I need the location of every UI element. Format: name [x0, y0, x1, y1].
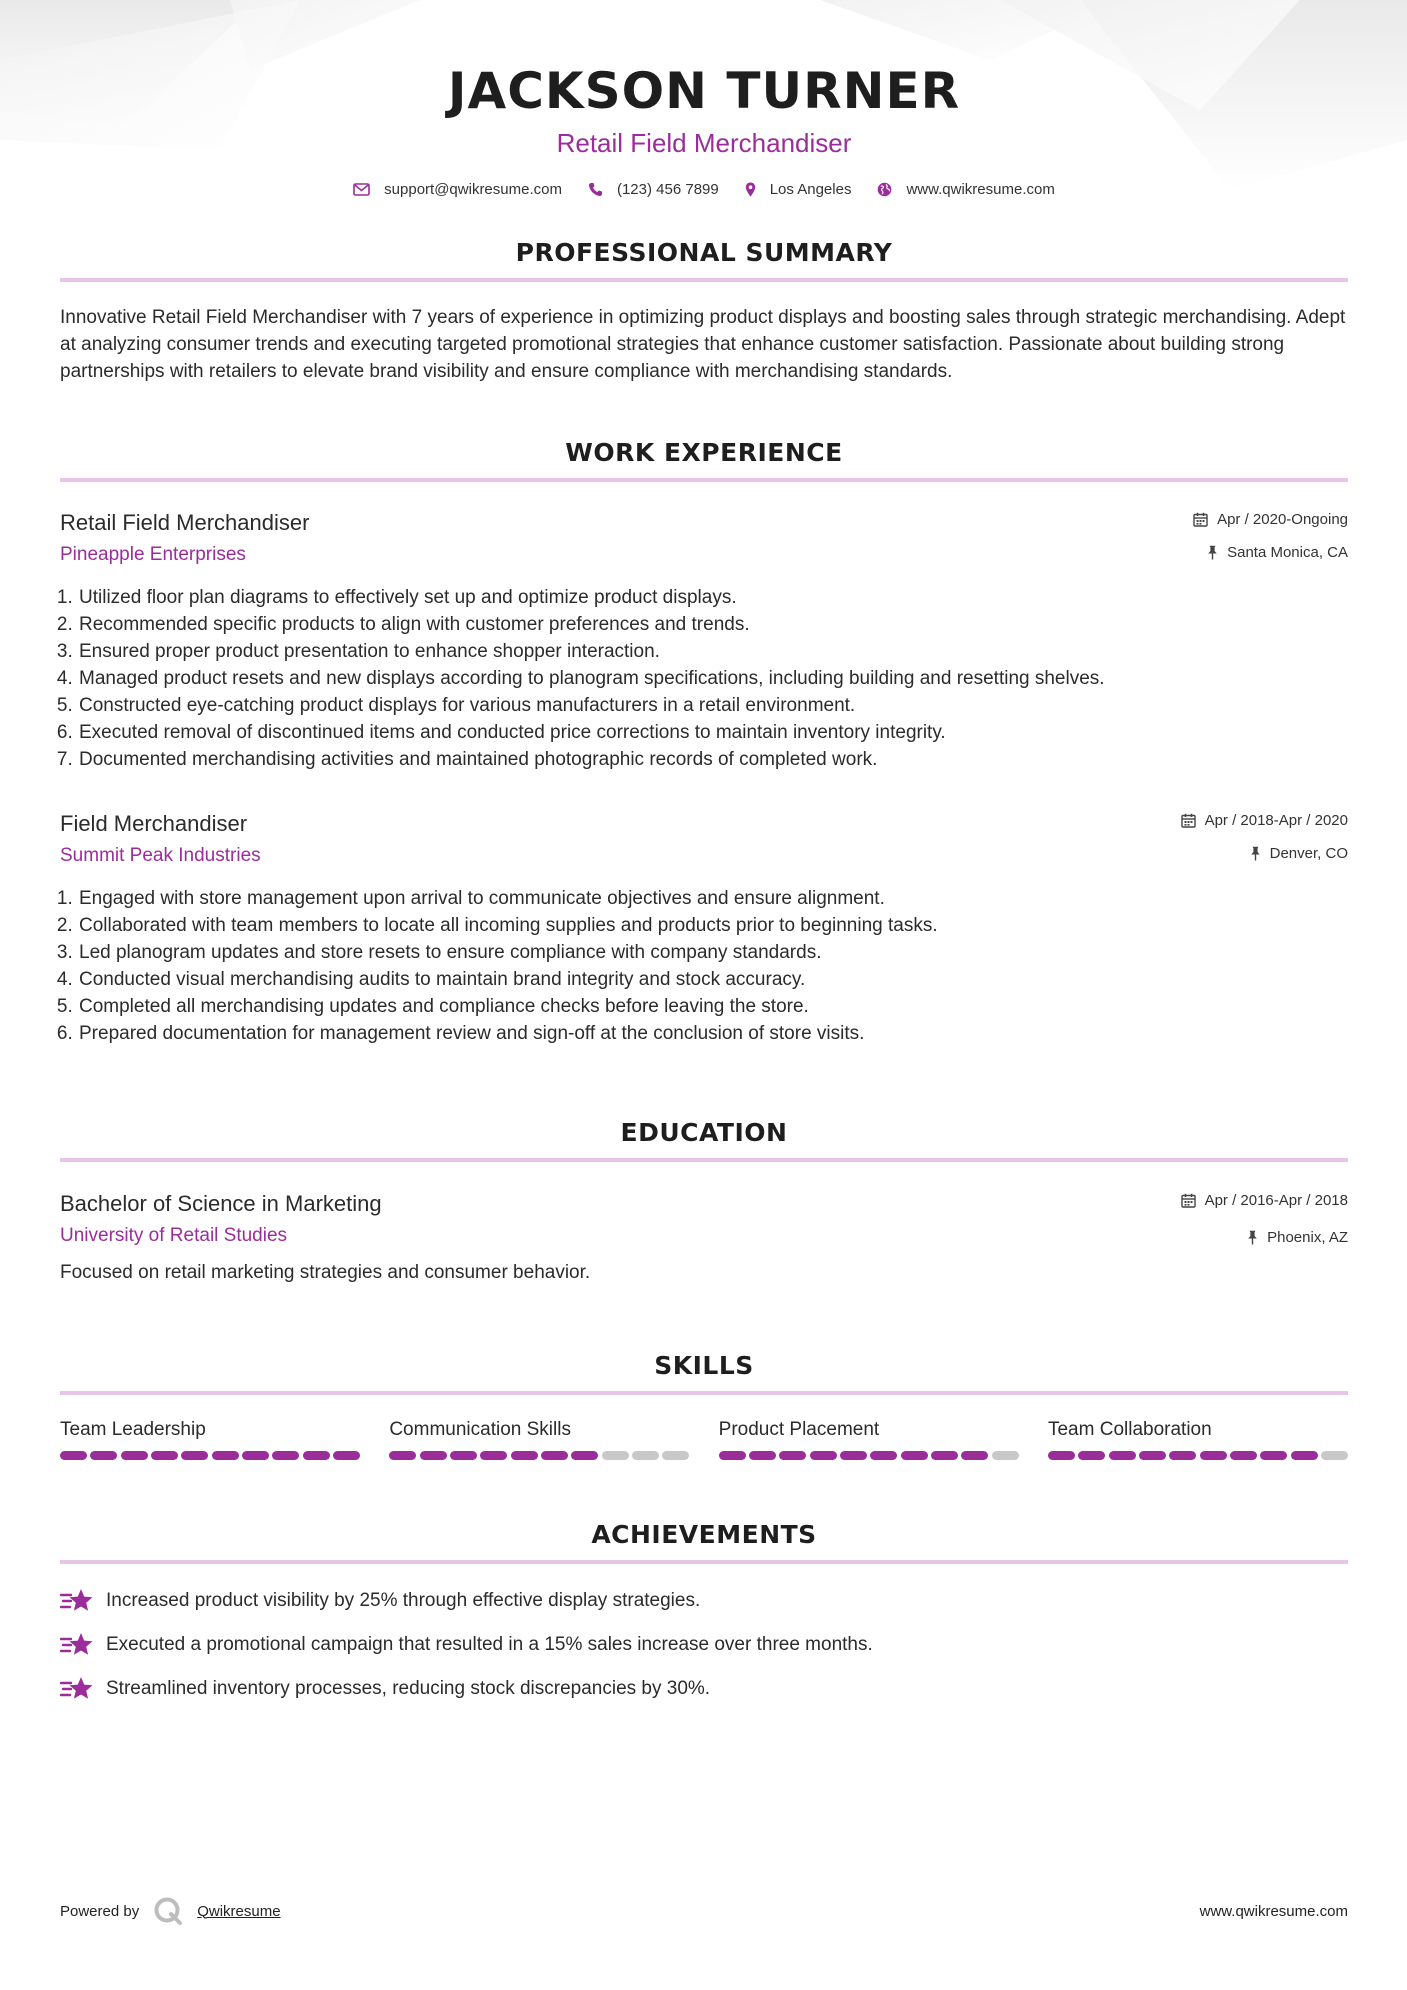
candidate-name: JACKSON TURNER: [447, 62, 961, 120]
skill-rating-bar: [719, 1451, 1019, 1460]
qwikresume-link[interactable]: Qwikresume: [197, 1902, 281, 1920]
skill-rating-segment: [303, 1451, 330, 1460]
skill-rating-segment: [450, 1451, 477, 1460]
calendar-icon: [1181, 1193, 1196, 1208]
job-dates-text: Apr / 2018-Apr / 2020: [1204, 811, 1348, 829]
skill-rating-segment: [1139, 1451, 1166, 1460]
contact-location: [745, 181, 852, 198]
list-item: 1. Utilized floor plan diagrams to effectively set up and optimize product displays.: [78, 584, 1348, 611]
skill-rating-segment: [1321, 1451, 1348, 1460]
contact-location-text: Los Angeles: [769, 180, 852, 198]
globe-icon: [877, 182, 892, 197]
list-item: 4. Managed product resets and new displays according to planogram specifications, including building and resetting shelves.: [78, 665, 1348, 692]
list-item: 1. Engaged with store management upon arrival to communicate objectives and ensure alignment.: [78, 885, 1348, 912]
job-entry: [60, 508, 1348, 773]
phone-icon: [588, 182, 603, 197]
school-name: University of Retail Studies: [60, 1225, 288, 1246]
summary-heading: PROFESSIONAL SUMMARY: [515, 238, 893, 267]
contact-phone[interactable]: [588, 181, 719, 198]
skill-rating-segment: [840, 1451, 867, 1460]
skill-rating-segment: [870, 1451, 897, 1460]
skill-rating-segment: [242, 1451, 269, 1460]
job-bullets: [60, 885, 1348, 1047]
section-divider: [60, 1158, 1348, 1162]
job-location: [1193, 541, 1348, 563]
skill-item: [60, 1417, 360, 1460]
contact-row: [60, 178, 1348, 200]
skills-row: [60, 1417, 1348, 1460]
calendar-icon: [1181, 813, 1196, 828]
achievements-list: [60, 1586, 1348, 1704]
skill-rating-segment: [719, 1451, 746, 1460]
skill-rating-segment: [992, 1451, 1019, 1460]
skill-rating-segment: [810, 1451, 837, 1460]
skill-rating-segment: [151, 1451, 178, 1460]
skill-rating-segment: [1260, 1451, 1287, 1460]
education-dates: [1181, 1189, 1348, 1211]
skill-rating-segment: [121, 1451, 148, 1460]
skill-rating-segment: [511, 1451, 538, 1460]
map-marker-icon: [745, 182, 756, 197]
resume-header: [60, 0, 1348, 200]
envelope-icon: [353, 183, 370, 196]
education-location: [1181, 1226, 1348, 1248]
summary-text: Innovative Retail Field Merchandiser with 7 years of experience in optimizing product displays and boosting sales through strategic merchandising. Adept at analyzing consumer trends and executing targeted promotional strategies that enhance customer satisfaction. Passionate about building strong partnerships with retailers to elevate brand visibility and ensure compliance with merchandising standards.: [60, 307, 1346, 382]
skill-rating-segment: [541, 1451, 568, 1460]
list-item: 3. Led planogram updates and store resets to ensure compliance with company standards.: [78, 939, 1348, 966]
skill-item: [719, 1417, 1019, 1460]
list-item: 7. Documented merchandising activities and maintained photographic records of completed work.: [78, 746, 1348, 773]
footer-website[interactable]: www.qwikresume.com: [1199, 1902, 1348, 1920]
list-item: 2. Collaborated with team members to locate all incoming supplies and products prior to beginning tasks.: [78, 912, 1348, 939]
skill-rating-segment: [333, 1451, 360, 1460]
skill-rating-segment: [1200, 1451, 1227, 1460]
skill-name: Team Leadership: [60, 1419, 206, 1440]
skill-rating-bar: [1048, 1451, 1348, 1460]
skill-rating-segment: [1078, 1451, 1105, 1460]
skill-rating-segment: [389, 1451, 416, 1460]
skill-rating-segment: [181, 1451, 208, 1460]
pushpin-icon: [1250, 846, 1261, 861]
skill-rating-segment: [662, 1451, 689, 1460]
education-heading: EDUCATION: [620, 1118, 788, 1147]
section-divider: [60, 1560, 1348, 1564]
calendar-icon: [1193, 512, 1208, 527]
skill-rating-segment: [60, 1451, 87, 1460]
job-company: Summit Peak Industries: [60, 845, 261, 866]
contact-phone-text: (123) 456 7899: [616, 180, 719, 198]
education-meta: [1181, 1189, 1348, 1248]
skill-rating-segment: [749, 1451, 776, 1460]
job-company: Pineapple Enterprises: [60, 544, 246, 565]
candidate-title: Retail Field Merchandiser: [556, 128, 852, 158]
job-location-text: Denver, CO: [1269, 844, 1348, 862]
shooting-star-icon: [60, 1631, 94, 1659]
section-experience: [60, 436, 1348, 482]
shooting-star-icon: [60, 1675, 94, 1703]
achievement-item: [60, 1586, 1348, 1616]
section-education: [60, 1116, 1348, 1162]
contact-website-text: www.qwikresume.com: [906, 180, 1055, 198]
education-description: Focused on retail marketing strategies and consumer behavior.: [60, 1262, 591, 1283]
skill-item: [389, 1417, 689, 1460]
shooting-star-icon: [60, 1587, 94, 1615]
degree-title: Bachelor of Science in Marketing: [60, 1191, 382, 1216]
powered-by-label: Powered by: [60, 1902, 140, 1920]
skill-rating-segment: [1291, 1451, 1318, 1460]
powered-by: [60, 1896, 281, 1926]
contact-email-text: support@qwikresume.com: [384, 180, 562, 198]
skill-rating-segment: [632, 1451, 659, 1460]
job-dates: [1193, 508, 1348, 530]
skill-rating-segment: [1169, 1451, 1196, 1460]
resume-content: [60, 0, 1348, 1699]
education-dates-text: Apr / 2016-Apr / 2018: [1204, 1191, 1348, 1209]
skill-rating-segment: [1109, 1451, 1136, 1460]
job-title: Field Merchandiser: [60, 811, 248, 836]
skill-rating-segment: [901, 1451, 928, 1460]
job-dates-text: Apr / 2020-Ongoing: [1217, 510, 1348, 528]
section-skills: [60, 1349, 1348, 1460]
education-location-text: Phoenix, AZ: [1267, 1228, 1348, 1246]
achievement-text: Increased product visibility by 25% through effective display strategies.: [106, 1590, 701, 1611]
pushpin-icon: [1207, 545, 1218, 560]
job-location-text: Santa Monica, CA: [1227, 543, 1348, 561]
skill-rating-segment: [1048, 1451, 1075, 1460]
list-item: 5. Completed all merchandising updates and compliance checks before leaving the store.: [78, 993, 1348, 1020]
skill-rating-segment: [480, 1451, 507, 1460]
section-summary: [60, 236, 1348, 385]
contact-website[interactable]: [877, 181, 1054, 198]
contact-email[interactable]: [353, 181, 562, 198]
skill-rating-segment: [272, 1451, 299, 1460]
skill-name: Product Placement: [718, 1419, 880, 1440]
job-bullets: [60, 584, 1348, 773]
qwikresume-logo-icon: [153, 1896, 183, 1926]
list-item: 2. Recommended specific products to align with customer preferences and trends.: [78, 611, 1348, 638]
skill-rating-bar: [60, 1451, 360, 1460]
skill-rating-segment: [931, 1451, 958, 1460]
skill-name: Communication Skills: [389, 1419, 571, 1440]
job-location: [1181, 842, 1348, 864]
section-achievements: [60, 1518, 1348, 1718]
list-item: 3. Ensured proper product presentation to enhance shopper interaction.: [78, 638, 1348, 665]
skill-item: [1048, 1417, 1348, 1460]
job-entry: [60, 809, 1348, 1047]
list-item: 6. Executed removal of discontinued items and conducted price corrections to maintain inventory integrity.: [78, 719, 1348, 746]
experience-heading: WORK EXPERIENCE: [565, 438, 843, 467]
achievements-heading: ACHIEVEMENTS: [591, 1520, 817, 1549]
achievement-text: Executed a promotional campaign that resulted in a 15% sales increase over three months.: [106, 1634, 873, 1655]
list-item: 6. Prepared documentation for management review and sign-off at the conclusion of store visits.: [78, 1020, 1348, 1047]
job-meta: [1193, 508, 1348, 563]
skill-rating-segment: [961, 1451, 988, 1460]
skill-name: Team Collaboration: [1047, 1419, 1212, 1440]
skill-rating-segment: [90, 1451, 117, 1460]
skill-rating-segment: [212, 1451, 239, 1460]
pushpin-icon: [1247, 1230, 1258, 1245]
skill-rating-segment: [571, 1451, 598, 1460]
skill-rating-segment: [779, 1451, 806, 1460]
skill-rating-segment: [1230, 1451, 1257, 1460]
skill-rating-segment: [420, 1451, 447, 1460]
job-meta: [1181, 809, 1348, 864]
education-entry: [60, 1189, 1348, 1286]
achievement-item: [60, 1630, 1348, 1660]
page-footer: [60, 1896, 1348, 1926]
achievement-text: Streamlined inventory processes, reducing stock discrepancies by 30%.: [106, 1678, 711, 1699]
skill-rating-segment: [602, 1451, 629, 1460]
section-divider: [60, 278, 1348, 282]
job-dates: [1181, 809, 1348, 831]
skills-heading: SKILLS: [654, 1351, 754, 1380]
skill-rating-bar: [389, 1451, 689, 1460]
section-divider: [60, 478, 1348, 482]
job-title: Retail Field Merchandiser: [60, 510, 310, 535]
list-item: 4. Conducted visual merchandising audits to maintain brand integrity and stock accuracy.: [78, 966, 1348, 993]
list-item: 5. Constructed eye-catching product displays for various manufacturers in a retail environment.: [78, 692, 1348, 719]
section-divider: [60, 1391, 1348, 1395]
achievement-item: [60, 1674, 1348, 1704]
